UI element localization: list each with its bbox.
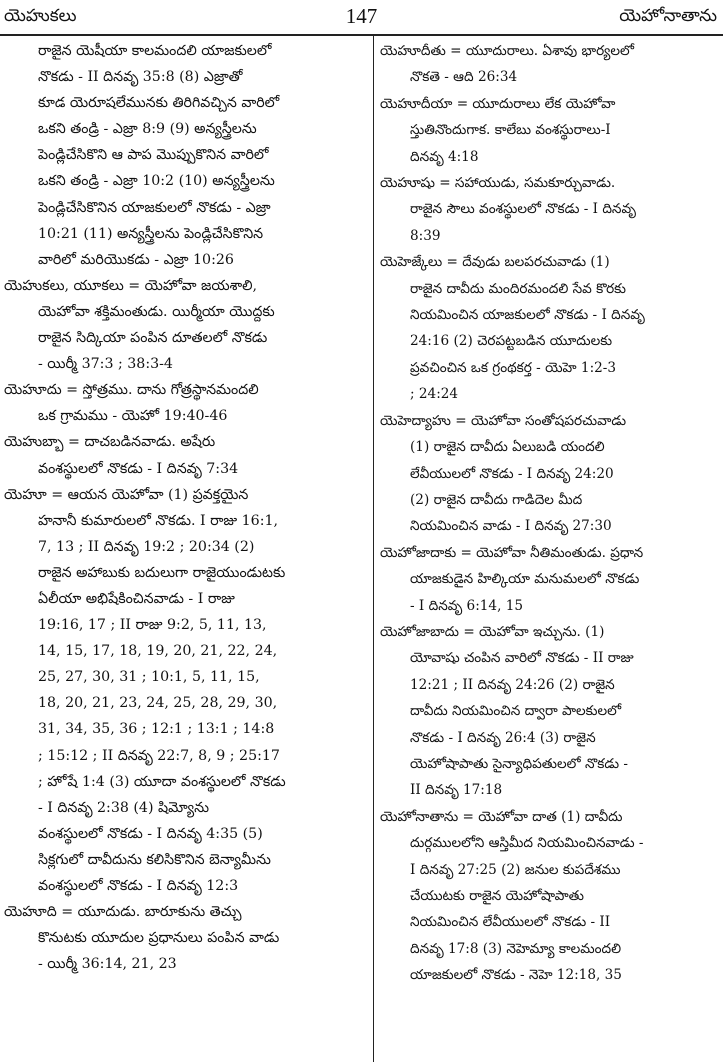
- entry-text-line: 14, 15, 17, 18, 19, 20, 21, 22, 24,: [38, 643, 278, 660]
- dictionary-entry: [4, 899, 368, 977]
- entry-text-line: I దినవృ 27:25 (2) జనుల కుపదేశము: [410, 861, 621, 878]
- entry-text-line: వంశస్థులలో నొకడు - I దినవృ 4:35 (5): [38, 825, 263, 842]
- entry-text-line: యాజకులలో నొకడు - నెహె 12:18, 35: [410, 967, 622, 984]
- header-left-word: యెహుకలు: [4, 6, 77, 26]
- entry-text-line: 12:21 ; II దినవృ 24:26 (2) రాజైన: [410, 676, 615, 693]
- page-header: [0, 0, 723, 36]
- entry-text-line: దినవృ 4:18: [410, 148, 479, 165]
- entry-text-line: II దినవృ 17:18: [410, 782, 503, 799]
- entry-headword-line: యెహుబ్బా = దాచబడినవాడు. అషేరు: [4, 434, 216, 451]
- entry-headword-line: యెహుకలు, యూకలు = యెహోవా జయశాలి,: [4, 277, 257, 294]
- entry-text-line: రాజైన అహాబుకు బదులుగా రాజైయుండుటకు: [38, 564, 286, 581]
- entry-headword-line: యెహెద్యాహు = యెహోవా సంతోషపరచువాడు: [380, 412, 627, 429]
- entry-text-line: వారిలో మరియొకడు - ఎజ్రా 10:26: [38, 251, 234, 268]
- dictionary-entry: [4, 429, 368, 481]
- entry-text-line: 19:16, 17 ; II రాజు 9:2, 5, 11, 13,: [38, 617, 267, 634]
- entry-text-line: 10:21 (11) అన్యస్త్రీలను పెండ్లిచేసికొనిన: [38, 225, 264, 242]
- entry-text-line: ఒకని తండ్రి - ఎజ్రా 10:2 (10) అన్యస్త్రీలను: [38, 173, 275, 190]
- entry-text-line: ఏలీయా అభిషేకించినవాడు - I రాజు: [38, 590, 235, 607]
- header-right-word: యెహోనాతాను: [619, 6, 717, 26]
- entry-headword-line: యెహూషు = సహాయుడు, సమకూర్చువాడు.: [380, 175, 616, 192]
- entry-text-line: రాజైన దావీదు మందిరమందలి సేవ కొరకు: [410, 280, 626, 297]
- entry-headword-line: యెహూదీయా = యూదురాలు లేక యెహోవా: [380, 95, 616, 112]
- entry-headword-line: యెహోనాతాను = యెహోవా దాత (1) దావీదు: [380, 808, 623, 825]
- entry-text-line: నియమించిన యాజకులలో నొకడు - I దినవృ: [410, 307, 645, 324]
- entry-headword-line: యెహూ = ఆయన యెహోవా (1) ప్రవక్తయైన: [4, 486, 249, 503]
- entry-text-line: స్తుతినొందుగాక. కాలేబు వంశస్థురాలు-I: [410, 122, 611, 139]
- entry-headword-line: యెహూది = యూదుడు. బారూకును తెచ్చు: [4, 904, 242, 921]
- entry-text-line: హనానీ కుమారులలో నొకడు. I రాజు 16:1,: [38, 512, 279, 529]
- entry-text-line: 31, 34, 35, 36 ; 12:1 ; 13:1 ; 14:8: [38, 721, 275, 738]
- right-column: [380, 38, 719, 989]
- dictionary-entry: [380, 170, 719, 249]
- entry-text-line: యోవాషు చంపిన వారిలో నొకడు - II రాజు: [410, 650, 634, 667]
- entry-headword-line: యెహూదీతు = యూదురాలు. ఏశావు భార్యలలో: [380, 43, 635, 59]
- entry-headword-line: యెహూదు = స్తోత్రము. దాను గోత్రస్థానమందలి: [4, 382, 259, 399]
- entry-text-line: నొకతె - ఆది 26:34: [410, 69, 518, 86]
- entry-text-line: 18, 20, 21, 23, 24, 25, 28, 29, 30,: [38, 695, 278, 712]
- dictionary-entry: [380, 804, 719, 989]
- dictionary-entry: [4, 482, 368, 900]
- dictionary-entry: [380, 38, 719, 91]
- entry-text-line: చేయుటకు రాజైన యెహోషాపాతు: [410, 888, 584, 904]
- entry-text-line: యెహోషాపాతు సైన్యాధిపతులలో నొకడు -: [410, 755, 629, 772]
- entry-text-line: సిక్లగులో దావీదును కలిసికొనిన బెన్యామీను: [38, 851, 271, 868]
- entry-text-line: ; 24:24: [410, 386, 459, 403]
- entry-text-line: యాజకుడైన హిల్కియా మనుమలలో నొకడు: [410, 571, 640, 588]
- entry-text-line: (2) రాజైన దావీదు గాడిదెల మీద: [410, 491, 583, 508]
- dictionary-entry: [4, 273, 368, 377]
- dictionary-entry: [380, 408, 719, 540]
- entry-text-line: నొకడు - I దినవృ 26:4 (3) రాజైన: [410, 729, 596, 746]
- entry-text-line: - I దినవృ 6:14, 15: [410, 597, 524, 614]
- entry-text-line: దావీదు నియమించిన ద్వారా పాలకులలో: [410, 703, 622, 720]
- entry-text-line: 7, 13 ; II దినవృ 19:2 ; 20:34 (2): [38, 538, 255, 555]
- entry-text-line: నియమించిన లేవీయులలో నొకడు - II: [410, 914, 611, 931]
- entry-text-line: నొకడు - II దినవృ 35:8 (8) ఎజ్రాతో: [38, 69, 243, 86]
- entry-text-line: లేవీయులలో నొకడు - I దినవృ 24:20: [410, 465, 614, 482]
- column-divider: [373, 36, 374, 1062]
- entry-text-line: 24:16 (2) చెరపట్టబడిన యూదులకు: [410, 333, 613, 350]
- entry-text-line: - యిర్మీ 37:3 ; 38:3-4: [38, 356, 173, 373]
- entry-text-line: 8:39: [410, 227, 441, 244]
- left-column: [4, 38, 368, 977]
- dictionary-entry: [4, 38, 368, 273]
- entry-text-line: రాజైన యెషీయా కాలమందలి యాజకులలో: [38, 43, 272, 59]
- entry-headword-line: యెహెజ్కేలు = దేవుడు బలపరచువాడు (1): [380, 254, 610, 271]
- entry-text-line: (1) రాజైన దావీదు ఏలుబడి యందలి: [410, 439, 605, 456]
- entry-text-line: ఒకని తండ్రి - ఎజ్రా 8:9 (9) అన్యస్త్రీలను: [38, 121, 257, 138]
- dictionary-entry: [380, 619, 719, 804]
- entry-text-line: పెండ్లిచేసికొనిన యాజకులలో నొకడు - ఎజ్రా: [38, 199, 271, 216]
- entry-text-line: - I దినవృ 2:38 (4) షిమ్యోను: [38, 799, 210, 816]
- entry-text-line: దినవృ 17:8 (3) నెహెమ్యా కాలమందలి: [410, 940, 622, 957]
- page-number: 147: [345, 4, 378, 28]
- dictionary-entry: [380, 540, 719, 619]
- entry-text-line: వంశస్థులలో నొకడు - I దినవృ 12:3: [38, 878, 239, 894]
- entry-text-line: ఒక గ్రామము - యెహో 19:40-46: [38, 408, 228, 425]
- dictionary-entry: [4, 377, 368, 429]
- entry-headword-line: యెహోజాబాదు = యెహోవా ఇచ్చును. (1): [380, 623, 605, 640]
- entry-text-line: ; 15:12 ; II దినవృ 22:7, 8, 9 ; 25:17: [38, 747, 280, 764]
- entry-text-line: పెండ్లిచేసికొని ఆ పాప మొప్పుకొనిన వారిలో: [38, 147, 269, 164]
- entry-text-line: వంశస్థులలో నొకడు - I దినవృ 7:34: [38, 460, 239, 477]
- entry-headword-line: యెహోజాదాకు = యెహోవా నీతిమంతుడు. ప్రధాన: [380, 544, 644, 561]
- entry-text-line: యెహోవా శక్తిమంతుడు. యిర్మీయా యొద్దకు: [38, 303, 275, 320]
- entry-text-line: నియమించిన వాడు - I దినవృ 27:30: [410, 518, 612, 535]
- dictionary-entry: [380, 249, 719, 407]
- entry-text-line: దుర్గములలోని ఆస్తిమీద నియమించినవాడు -: [410, 835, 644, 852]
- entry-text-line: 25, 27, 30, 31 ; 10:1, 5, 11, 15,: [38, 669, 260, 686]
- entry-text-line: ప్రవచించిన ఒక గ్రంథకర్త - యెహె 1:2-3: [410, 359, 617, 376]
- entry-text-line: ; హోషే 1:4 (3) యూదా వంశస్థులలో నొకడు: [38, 773, 286, 790]
- entry-text-line: కూడ యెరూషలేమునకు తిరిగివచ్చిన వారిలో: [38, 95, 280, 112]
- entry-text-line: రాజైన సౌలు వంశస్థులలో నొకడు - I దినవృ: [410, 201, 636, 218]
- dictionary-entry: [380, 91, 719, 170]
- entry-text-line: రాజైన సిద్కియా పంపిన దూతలలో నొకడు: [38, 330, 268, 347]
- entry-text-line: - యిర్మీ 36:14, 21, 23: [38, 956, 177, 973]
- entry-text-line: కొనుటకు యూదుల ప్రధానులు పంపిన వాడు: [38, 930, 280, 947]
